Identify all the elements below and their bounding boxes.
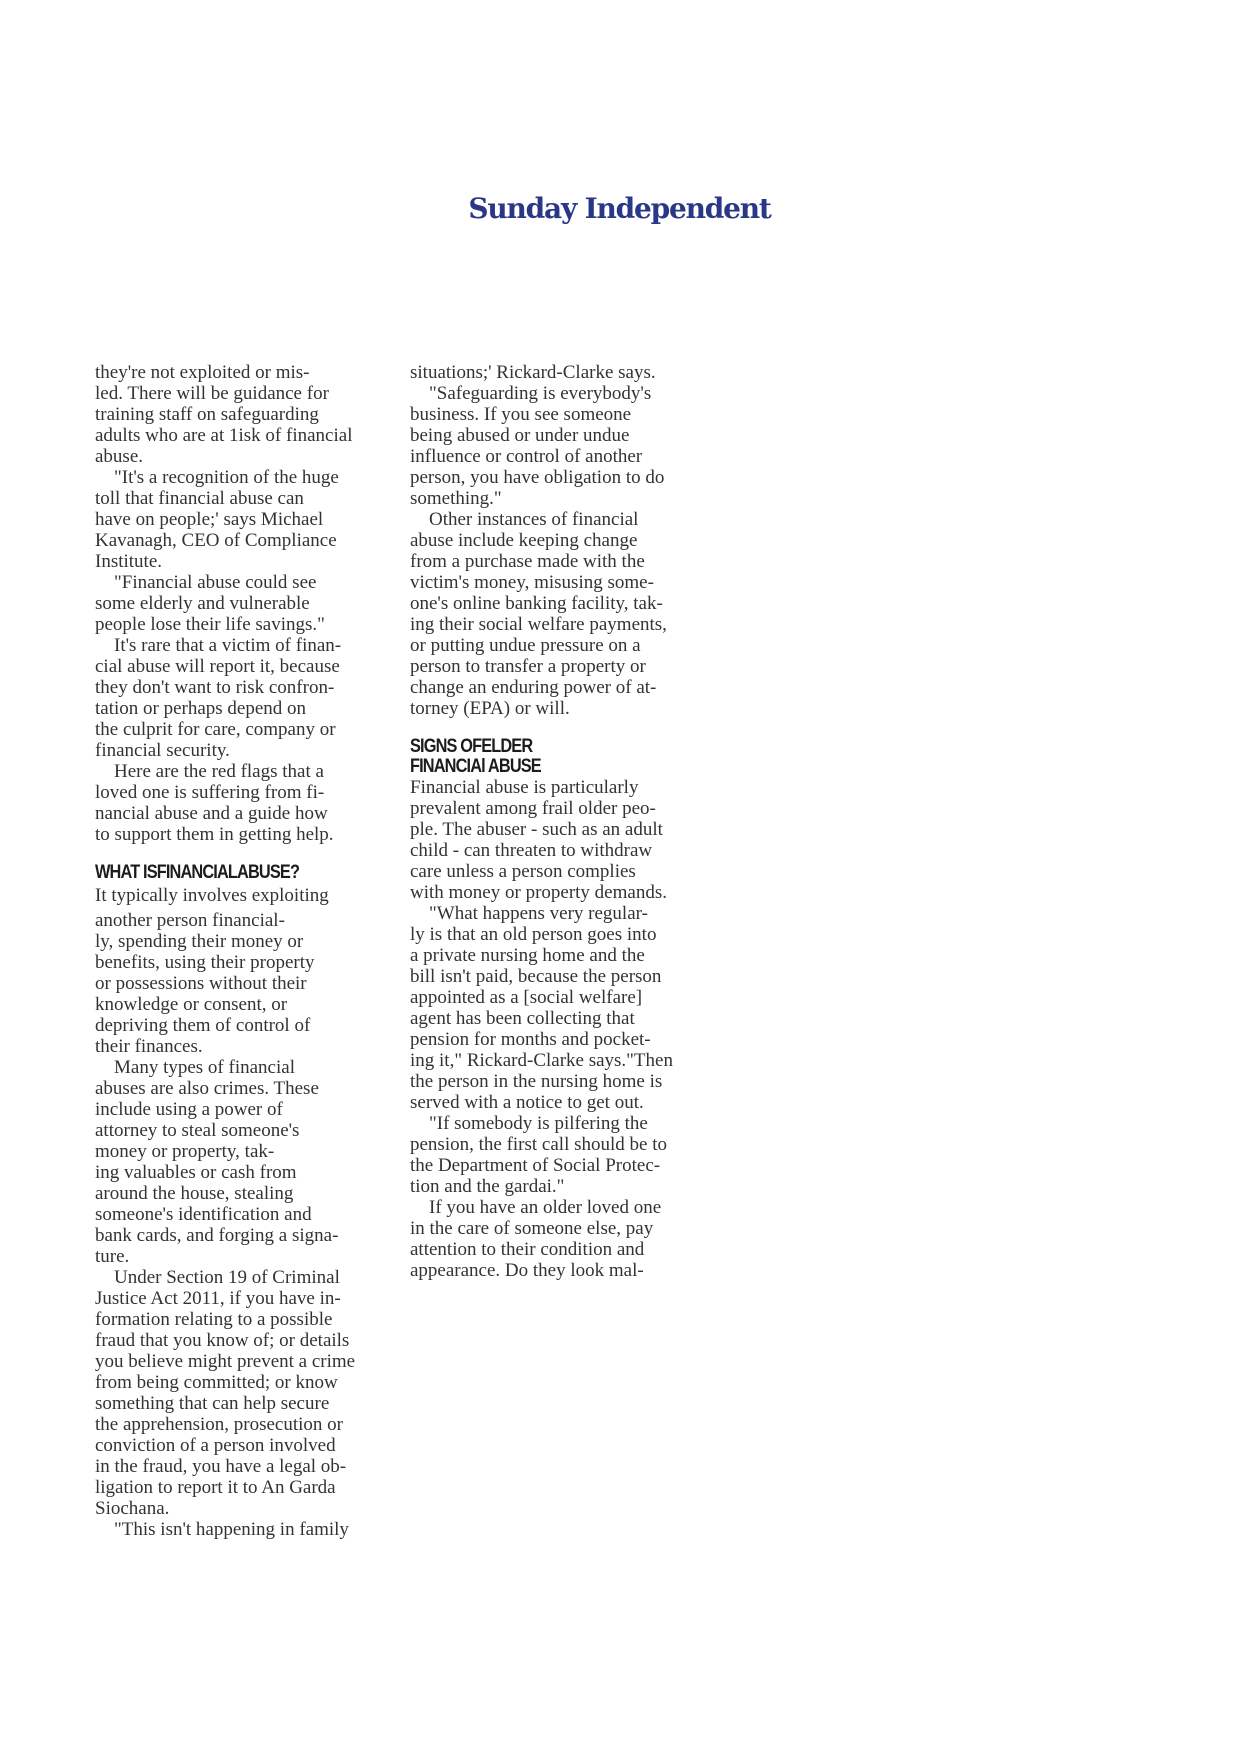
text-line: the culprit for care, company or (95, 719, 336, 740)
text-line: benefits, using their property (95, 952, 315, 973)
text-line: bill isn't paid, because the person (410, 966, 662, 987)
text-line: "Safeguarding is everybody's (429, 383, 652, 404)
text-line: Siochana. (95, 1498, 170, 1519)
text-line: from a purchase made with the (410, 551, 645, 572)
text-line: "If somebody is pilfering the (429, 1113, 648, 1134)
text-line: around the house, stealing (95, 1183, 294, 1204)
heading-line: FINANCIAl ABUSE (410, 756, 541, 777)
text-line: appearance. Do they look mal- (410, 1260, 644, 1281)
text-line: to support them in getting help. (95, 824, 334, 845)
text-line: abuses are also crimes. These (95, 1078, 319, 1099)
text-line: Many types of financial (114, 1057, 295, 1078)
text-line: money or property, tak- (95, 1141, 275, 1162)
text-line: the person in the nursing home is (410, 1071, 663, 1092)
text-line: include using a power of (95, 1099, 283, 1120)
text-line: If you have an older loved one (429, 1197, 662, 1218)
text-line: knowledge or consent, or (95, 994, 288, 1015)
text-line: the Department of Social Protec- (410, 1155, 661, 1176)
text-line: ligation to report it to An Garda (95, 1477, 336, 1498)
text-line: victim's money, misusing some- (410, 572, 654, 593)
text-line: ture. (95, 1246, 130, 1267)
text-line: care unless a person complies (410, 861, 636, 882)
text-line: training staff on safeguarding (95, 404, 319, 425)
text-line: bank cards, and forging a signa- (95, 1225, 339, 1246)
text-line: cial abuse will report it, because (95, 656, 340, 677)
text-line: in the fraud, you have a legal ob- (95, 1456, 347, 1477)
heading-signs-of-elder-financial-abuse (410, 737, 720, 777)
text-line: in the care of someone else, pay (410, 1218, 654, 1239)
text-line: ly is that an old person goes into (410, 924, 657, 945)
text-line: Kavanagh, CEO of Compliance (95, 530, 337, 551)
text-line: Justice Act 2011, if you have in- (95, 1288, 341, 1309)
heading-line: SIGNS OFELDER (410, 736, 533, 757)
text-line: change an enduring power of at- (410, 677, 657, 698)
text-line: have on people;' says Michael (95, 509, 324, 530)
text-line: influence or control of another (410, 446, 643, 467)
text-line: from being committed; or know (95, 1372, 338, 1393)
text-line: pension, the first call should be to (410, 1134, 667, 1155)
right-text-block-2 (410, 777, 720, 1281)
text-line: nancial abuse and a guide how (95, 803, 328, 824)
text-line: person to transfer a property or (410, 656, 646, 677)
text-line: formation relating to a possible (95, 1309, 333, 1330)
text-line: tion and the gardai." (410, 1176, 565, 1197)
text-line: appointed as a [social welfare] (410, 987, 643, 1008)
text-line: Under Section 19 of Criminal (114, 1267, 340, 1288)
text-line: you believe might prevent a crime (95, 1351, 356, 1372)
text-line: ing their social welfare payments, (410, 614, 667, 635)
text-line: the apprehension, prosecution or (95, 1414, 343, 1435)
text-line: prevalent among frail older peo- (410, 798, 656, 819)
left-text-block-2 (95, 885, 395, 1540)
text-line: "This isn't happening in family (114, 1519, 349, 1540)
text-line: Institute. (95, 551, 163, 572)
text-line: or possessions without their (95, 973, 307, 994)
text-line: or putting undue pressure on a (410, 635, 641, 656)
text-line: led. There will be guidance for (95, 383, 329, 404)
text-line: attorney to steal someone's (95, 1120, 300, 1141)
text-line: something." (410, 488, 502, 509)
text-line: attention to their condition and (410, 1239, 645, 1260)
text-line: business. If you see someone (410, 404, 632, 425)
text-line: another person financial- (95, 910, 285, 931)
text-line: financial security. (95, 740, 230, 761)
text-line: situations;' Rickard-Clarke says. (410, 362, 656, 383)
text-line: they're not exploited or mis- (95, 362, 310, 383)
text-line: something that can help secure (95, 1393, 330, 1414)
text-line: one's online banking facility, tak- (410, 593, 663, 614)
text-line: their finances. (95, 1036, 203, 1057)
text-line: ing it," Rickard-Clarke says."Then (410, 1050, 673, 1071)
text-line: Here are the red flags that a (114, 761, 324, 782)
heading-what-is-financial-abuse: WHAT ISFINANCIALABUSE? (95, 862, 300, 883)
text-line: depriving them of control of (95, 1015, 311, 1036)
text-line: with money or property demands. (410, 882, 667, 903)
masthead-sunday-independent: Sunday Independent (468, 192, 771, 225)
text-line: a private nursing home and the (410, 945, 645, 966)
text-line: abuse. (95, 446, 144, 467)
text-line: ly, spending their money or (95, 931, 304, 952)
text-line: ple. The abuser - such as an adult (410, 819, 663, 840)
text-line: pension for months and pocket- (410, 1029, 651, 1050)
text-line: Financial abuse is particularly (410, 777, 639, 798)
text-line: It typically involves exploiting (95, 885, 329, 906)
text-line: toll that financial abuse can (95, 488, 304, 509)
text-line: torney (EPA) or will. (410, 698, 570, 719)
text-line: person, you have obligation to do (410, 467, 665, 488)
text-line: abuse include keeping change (410, 530, 638, 551)
text-line: being abused or under undue (410, 425, 630, 446)
text-line: agent has been collecting that (410, 1008, 635, 1029)
text-line: fraud that you know of; or details (95, 1330, 350, 1351)
text-line: some elderly and vulnerable (95, 593, 310, 614)
left-text-block-1 (95, 362, 395, 845)
text-line: tation or perhaps depend on (95, 698, 307, 719)
article-column-left (95, 362, 395, 1540)
text-line: "What happens very regular- (429, 903, 648, 924)
text-line: served with a notice to get out. (410, 1092, 644, 1113)
text-line: child - can threaten to withdraw (410, 840, 653, 861)
text-line: someone's identification and (95, 1204, 312, 1225)
text-line: It's rare that a victim of finan- (114, 635, 342, 656)
text-line: ing valuables or cash from (95, 1162, 297, 1183)
text-line: adults who are at 1isk of financial (95, 425, 353, 446)
article-column-right (410, 362, 720, 1281)
text-line: "It's a recognition of the huge (114, 467, 339, 488)
text-line: loved one is suffering from fi- (95, 782, 325, 803)
text-line: conviction of a person involved (95, 1435, 336, 1456)
right-text-block-1 (410, 362, 720, 719)
text-line: people lose their life savings." (95, 614, 325, 635)
text-line: they don't want to risk confron- (95, 677, 335, 698)
text-line: "Financial abuse could see (114, 572, 317, 593)
text-line: Other instances of financial (429, 509, 639, 530)
